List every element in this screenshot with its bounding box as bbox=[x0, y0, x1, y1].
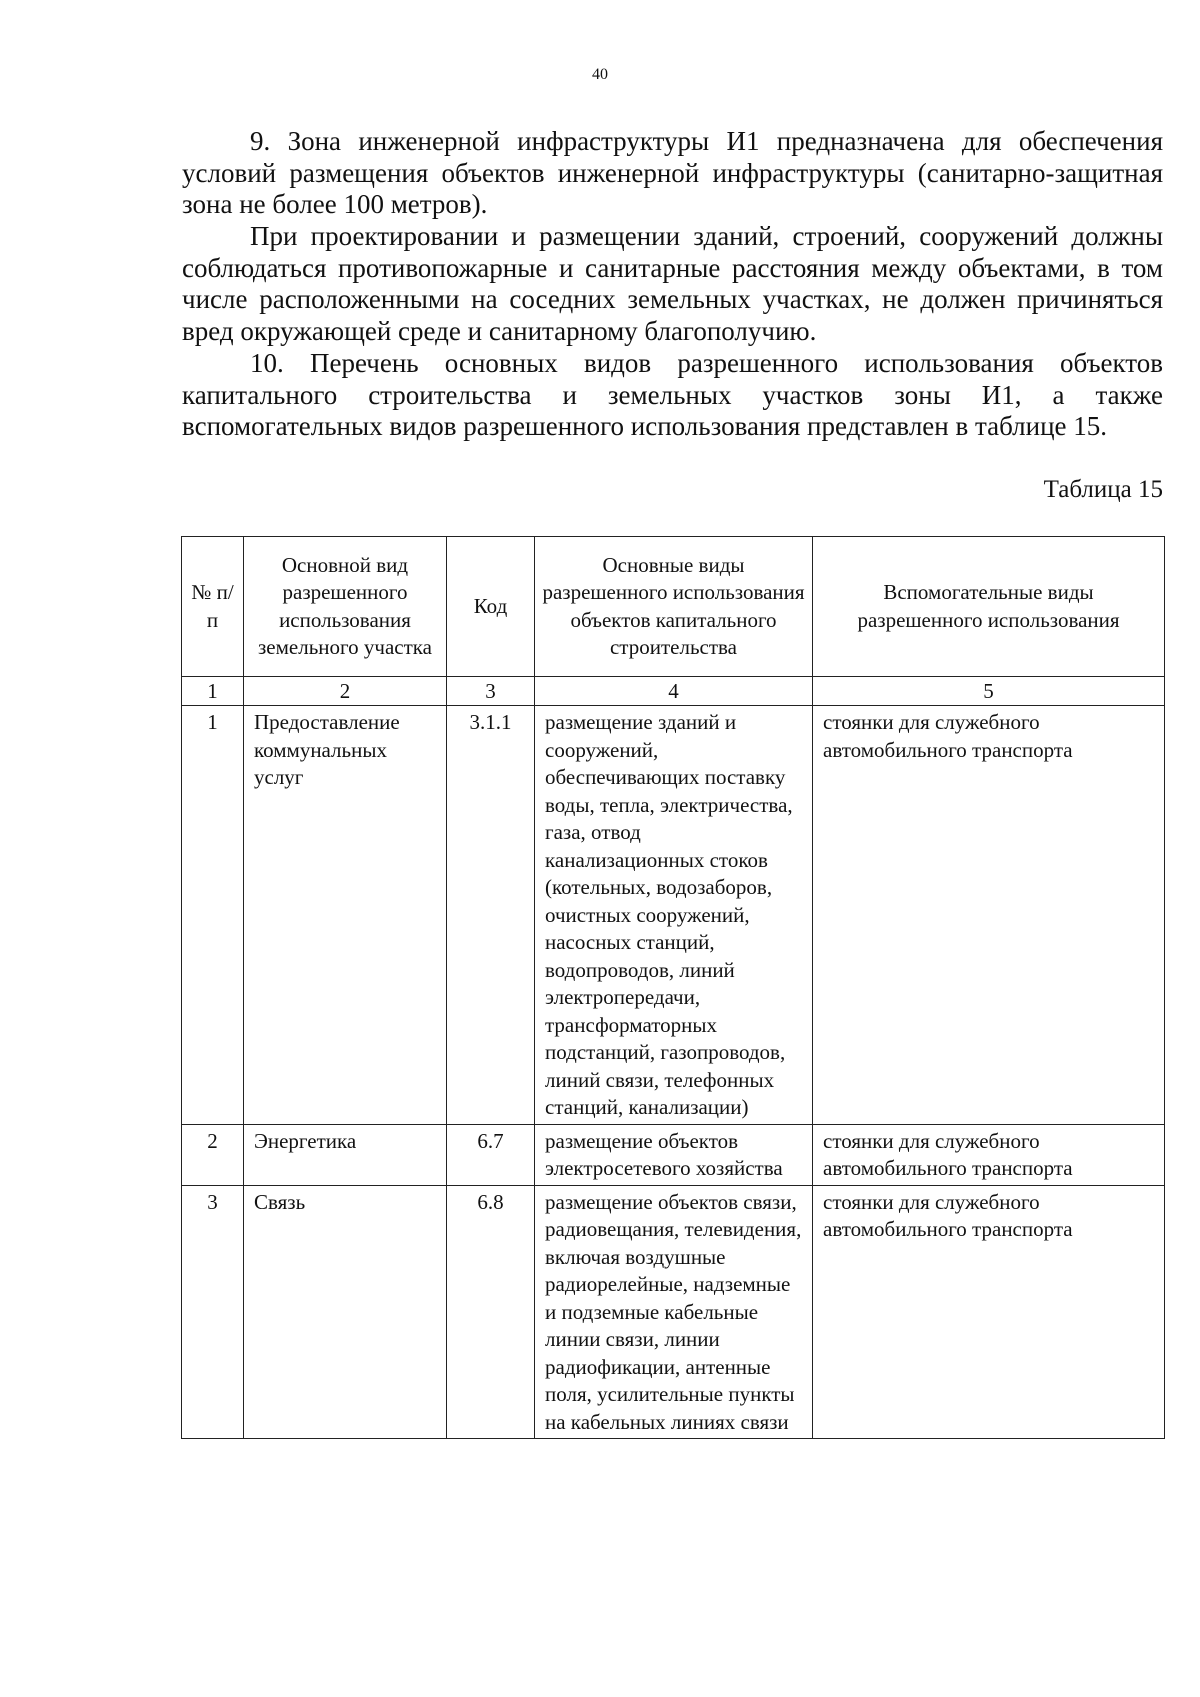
table-row bbox=[182, 1124, 1165, 1185]
row-num: 2 bbox=[182, 1124, 244, 1185]
paragraph-use-list bbox=[182, 348, 1163, 443]
row-capital-use: размещение объектов связи, радиовещания, телевидения, включая воздушные радиорелейные, надземные и подземные кабельные линии связи, линии радиофикации, антенные поля, усилительные пункты на кабельных линиях связи bbox=[535, 1185, 813, 1439]
header-capital-use: Основные виды разрешенного использования объектов капитального строительства bbox=[535, 537, 813, 677]
row-land-use: Предоставление коммунальных услуг bbox=[244, 706, 447, 1125]
column-number-row bbox=[182, 677, 1165, 706]
row-land-use: Энергетика bbox=[244, 1124, 447, 1185]
row-land-use: Связь bbox=[244, 1185, 447, 1439]
header-land-use: Основной вид разрешенного использования земельного участка bbox=[244, 537, 447, 677]
row-code: 3.1.1 bbox=[447, 706, 535, 1125]
row-capital-use: размещение зданий и сооружений, обеспечивающих поставку воды, тепла, электричества, газа, отвод канализационных стоков (котельных, водозаборов, очистных сооружений, насосных станций, водопроводов, линий электропередачи, трансформаторных подстанций, газопроводов, линий связи, телефонных станций, канализации) bbox=[535, 706, 813, 1125]
table-row bbox=[182, 1185, 1165, 1439]
row-code: 6.7 bbox=[447, 1124, 535, 1185]
paragraph-text: 9. Зона инженерной инфраструктуры И1 предназначена для обеспечения условий размещения объектов инженерной инфраструктуры (санитарно-защитная зона не более 100 метров). bbox=[182, 126, 1163, 219]
row-auxiliary: стоянки для служебного автомобильного транспорта bbox=[813, 706, 1165, 1125]
table-header-row bbox=[182, 537, 1165, 677]
row-auxiliary: стоянки для служебного автомобильного транспорта bbox=[813, 1124, 1165, 1185]
column-number: 2 bbox=[244, 677, 447, 706]
paragraph-zone-purpose bbox=[182, 126, 1163, 221]
column-number: 1 bbox=[182, 677, 244, 706]
paragraph-text: 10. Перечень основных видов разрешенного использования объектов капитального строительства и земельных участков зоны И1, а также вспомогательных видов разрешенного использования представлен в таблице 15. bbox=[182, 348, 1163, 441]
page-number: 40 bbox=[592, 66, 608, 83]
row-capital-use: размещение объектов электросетевого хозяйства bbox=[535, 1124, 813, 1185]
header-auxiliary: Вспомогательные виды разрешенного использования bbox=[813, 537, 1165, 677]
row-code: 6.8 bbox=[447, 1185, 535, 1439]
table-row bbox=[182, 706, 1165, 1125]
header-code: Код bbox=[447, 537, 535, 677]
row-num: 1 bbox=[182, 706, 244, 1125]
column-number: 4 bbox=[535, 677, 813, 706]
paragraph-text: При проектировании и размещении зданий, строений, сооружений должны соблюдаться противопожарные и санитарные расстояния между объектами, в том числе расположенными на соседних земельных участках, не должен причиняться вред окружающей среде и санитарному благополучию. bbox=[182, 221, 1163, 346]
column-number: 3 bbox=[447, 677, 535, 706]
permitted-use-table bbox=[181, 536, 1165, 1439]
column-number: 5 bbox=[813, 677, 1165, 706]
row-num: 3 bbox=[182, 1185, 244, 1439]
row-auxiliary: стоянки для служебного автомобильного транспорта bbox=[813, 1185, 1165, 1439]
paragraph-design-requirements bbox=[182, 221, 1163, 347]
header-num: № п/п bbox=[182, 537, 244, 677]
table-caption: Таблица 15 bbox=[1043, 476, 1163, 503]
